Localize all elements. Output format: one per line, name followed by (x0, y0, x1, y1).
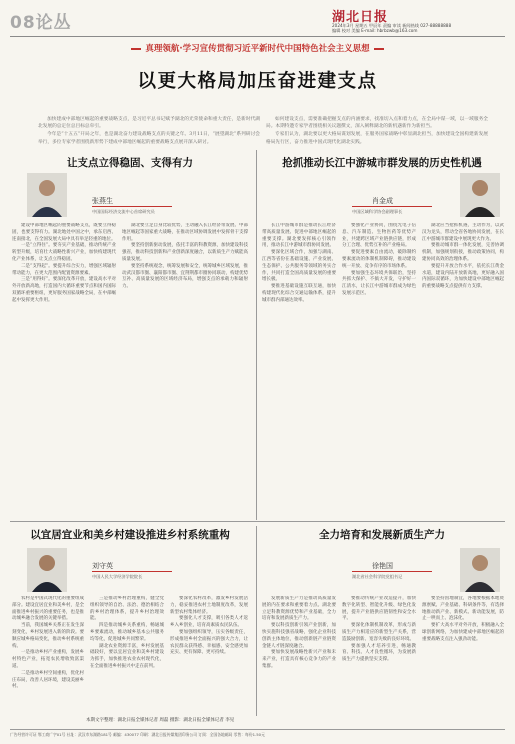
section-title: 让支点立得稳固、支得有力 (67, 157, 193, 169)
author-role: 中国区域科学协会副理事长 (352, 209, 403, 214)
column-divider (256, 150, 257, 520)
article-column: 要深化农村改革，激发乡村发展活力，稳妥推进农村土地制度改革，发展新型农村集体经济。 要强化人才支撑，吸引各类人才返乡入乡创业，培育高素质农民队伍。 要加强组织领导，压实各级责任，形成推进乡村全面振兴的强大合力，让农民群众获得感、幸福感、安全感更加充实、更有保障、更可持续。 (170, 596, 248, 656)
author-photo (460, 173, 500, 217)
author-block (280, 173, 500, 217)
author-name: 张燕生 (92, 197, 113, 205)
paper-name: 湖北日报 (332, 10, 389, 25)
page-footer: 广告经营许可证 鄂工商广字01号 社址：武汉市东湖路181号 邮编：430077 印刷：湖北日报传媒集团印务公司 订阅：全国各地邮局 零售：每份1.50元 (10, 729, 505, 738)
author-name: 刘守英 (92, 562, 113, 570)
author-name: 徐艳国 (372, 562, 393, 570)
author-photo (460, 548, 500, 592)
author-divider (352, 571, 432, 572)
header-meta-secondary: 编辑 校对 美编 E-mail: hbrbzwb@163.com (332, 28, 418, 33)
author-block (280, 548, 500, 592)
author-photo (27, 548, 67, 592)
section-title: 以宜居宜业和美乡村建设推进乡村系统重构 (30, 529, 230, 541)
editor-note: 本期文字整理：湖北日报全媒体记者 周磊 摄影：湖北日报全媒体记者 李见 (86, 718, 235, 723)
section-title: 全力培育和发展新质生产力 (319, 529, 445, 541)
article-column: 长江中游城市群是推动长江经济带高质量发展、促进中部地区崛起的重要支撑。湖北要发挥核心引领作用，推动长江中游城市群协同发展。 要深化区域合作，加强与湖南、江西等省份在基础设施、产业发展、生态保护、公共服务等领域的务实合作，共同打造全国高质量发展的重要增长极。 要推进基础设施互联互通，加快构建现代化综合交通运输体系，提升城市群内部通达效率。 (262, 223, 336, 303)
author-block (12, 548, 232, 592)
author-name: 肖金成 (372, 197, 393, 205)
headline: 以更大格局加压奋进建支点 (137, 71, 378, 92)
header-rule (10, 36, 505, 37)
author-divider (92, 206, 172, 207)
article-column: 要强化产业协同，围绕光电子信息、汽车制造、生物医药等优势产业，共建跨区域产业链供应链，形成分工合理、优势互补的产业格局。 要促进要素自由流动，破除制约要素流动的体制机制障碍，推动建设统一开放、竞争有序的市场体系。 要加强生态环境共保联治，坚持共抓大保护、不搞大开发，守护好一江清水，让长江中游城市群成为绿色发展示范区。 (342, 223, 416, 296)
section-divider (10, 521, 505, 522)
header-meta: 2024年3月 星期五 甲辰年 责编 审读 新闻热线 027-88888888 (332, 23, 452, 28)
article-column: 农村是中国式现代化的重要组成部分。建设宜居宜业和美乡村，是全面推进乡村振兴的重要任务，也是推动城乡融合发展的关键举措。 当前，我国城乡关系正在发生深刻变化，乡村发展进入新的阶段。要顺应城乡格局变化，推动乡村系统重构。 一是推动乡村产业重构，发展乡村特色产业，拓宽农民增收致富渠道。 二是推动乡村空间重构，优化村庄布局，改善人居环境，建设美丽乡村。 (12, 596, 84, 690)
author-photo (27, 173, 67, 217)
article-column: 要坚持因地制宜，各地要根据本地资源禀赋、产业基础、科研条件等，有选择地推动新产业、新模式、新动能发展，防止一哄而上、泡沫化。 要扩大高水平对外开放，积极融入全球创新网络，为加快建成中部地区崛起的重要战略支点注入强劲动能。 (422, 596, 504, 642)
author-role: 湖北省社会科学院党组书记 (352, 574, 403, 579)
page-number: 08论丛 (10, 13, 72, 33)
article-column: 要推动传统产业改造提升，加快数字化转型、智能化升级、绿色化发展，提升产业链供应链韧性和安全水平。 要深化体制机制改革，形成与新质生产力相适应的新型生产关系，营造鼓励创新、宽容失败的良好环境。 要加强人才培养引进，畅通教育、科技、人才良性循环，为发展新质生产力提供坚实支撑。 (342, 596, 416, 663)
page-header (10, 6, 505, 36)
article-column: 湖北应当抢抓机遇，主动作为，以武汉为龙头，带动全省各地协同发展，在长江中游城市群建设中展现更大作为。 要推动城市群一体化发展，完善协调机制，加强规划衔接，推动政策协同，构建协同高效的治理体系。 要提升开放合作水平，依托长江黄金水道，建设内陆开放新高地，更好融入国内国际双循环，为加快建设中部地区崛起的重要战略支点提供有力支撑。 (422, 223, 504, 290)
article-column: 湖北要立足自身比较优势，主动融入长江经济带发展、中部地区崛起等国家重大战略，在推动区域协调发展中发挥骨干支撑作用。 要坚持创新驱动发展，依托丰富的科教资源，加快建设科技强省，推动科技创新和产业创新深度融合，以新质生产力赋能高质量发展。 要坚持系统观念，统筹发展和安全，统筹城乡区域发展，推动武汉都市圈、襄阳都市圈、宜荆荆都市圈协同联动，构建优势互补、高质量发展的区域经济布局，增强支点的承载力和辐射力。 (122, 223, 248, 290)
kicker: 真理领航·学习宣传贯彻习近平新时代中国特色社会主义思想 (0, 42, 515, 54)
author-block (12, 173, 232, 217)
article-column: 发展新质生产力是推动高质量发展的内在要求和重要着力点。湖北要立足科教资源优势和产业基础，全力培育和发展新质生产力。 要以科技创新引领产业创新，加快实施科技强省战略，强化企业科技创新主体地位，推动创新链产业链资金链人才链深度融合。 要加快发展战略性新兴产业和未来产业，打造具有核心竞争力的产业集群。 (262, 596, 336, 669)
article-column: 三是推动乡村治理重构，健全党组织领导的自治、法治、德治相结合的乡村治理体系，提升乡村治理效能。 四是推动城乡关系重构，畅通城乡要素流动，推动城乡基本公共服务均等化，促进城乡共同繁荣。 湖北农业资源丰富，乡村发展基础较好，要以宜居宜业和美乡村建设为抓手，加快推进农业农村现代化，在全面推进乡村振兴中走在前列。 (90, 596, 164, 669)
intro-left: 加快建成中部地区崛起的重要战略支点，是习近平总书记赋予湖北的光荣使命和重大责任，是新时代湖北发展的总定位总目标总牵引。 今年是“十五五”开局之年，也是湖北奋力建设战略支点的关键之年。3月11日，“展望湖北”系列研讨会举行，多位专家学者围绕新形势下建成中部地区崛起的重要战略支点展开深入研讨。 (38, 117, 260, 145)
author-role: 中国国际经济交流中心首席研究员 (92, 209, 155, 214)
author-role: 中国人民大学经济学院院长 (92, 574, 143, 579)
column-divider (256, 526, 257, 716)
section-title: 抢抓推动长江中游城市群发展的历史性机遇 (282, 157, 482, 169)
intro-right: 如何建设支点，需要准确把握支点的内涵要求，找准切入点和着力点，在全局中谋一域，以一域服务全局。本期特邀专家学者围绕相关议题撰文，深入阐释湖北的新机遇新作为新担当。 专家们认为，湖北要以更大格局谋划发展，在服务国家战略中彰显湖北担当，加快建设全国构建新发展格局先行区，奋力推进中国式现代化湖北实践。 (266, 117, 488, 145)
article-column: 建设中部地区崛起的重要战略支点，既要立得稳固，也要支得有力。湖北地处中国之中，承东启西、连南接北，在全国发展大局中具有举足轻重的地位。 一是“立得住”。要夯实产业基础，推动传统产业转型升级，培育壮大战略性新兴产业，加快构建现代化产业体系，让支点立得稳固。 二是“支得起”。要提升综合实力，增强区域辐射带动能力，在更大范围内配置资源要素。 三是“用得好”。要深化改革开放，建设高水平对外开放新高地，打造国内大循环重要节点和国内国际双循环重要枢纽，更好服务国家战略全局，在中部崛起中发挥更大作用。 (12, 223, 116, 303)
author-divider (352, 206, 432, 207)
author-divider (92, 571, 172, 572)
